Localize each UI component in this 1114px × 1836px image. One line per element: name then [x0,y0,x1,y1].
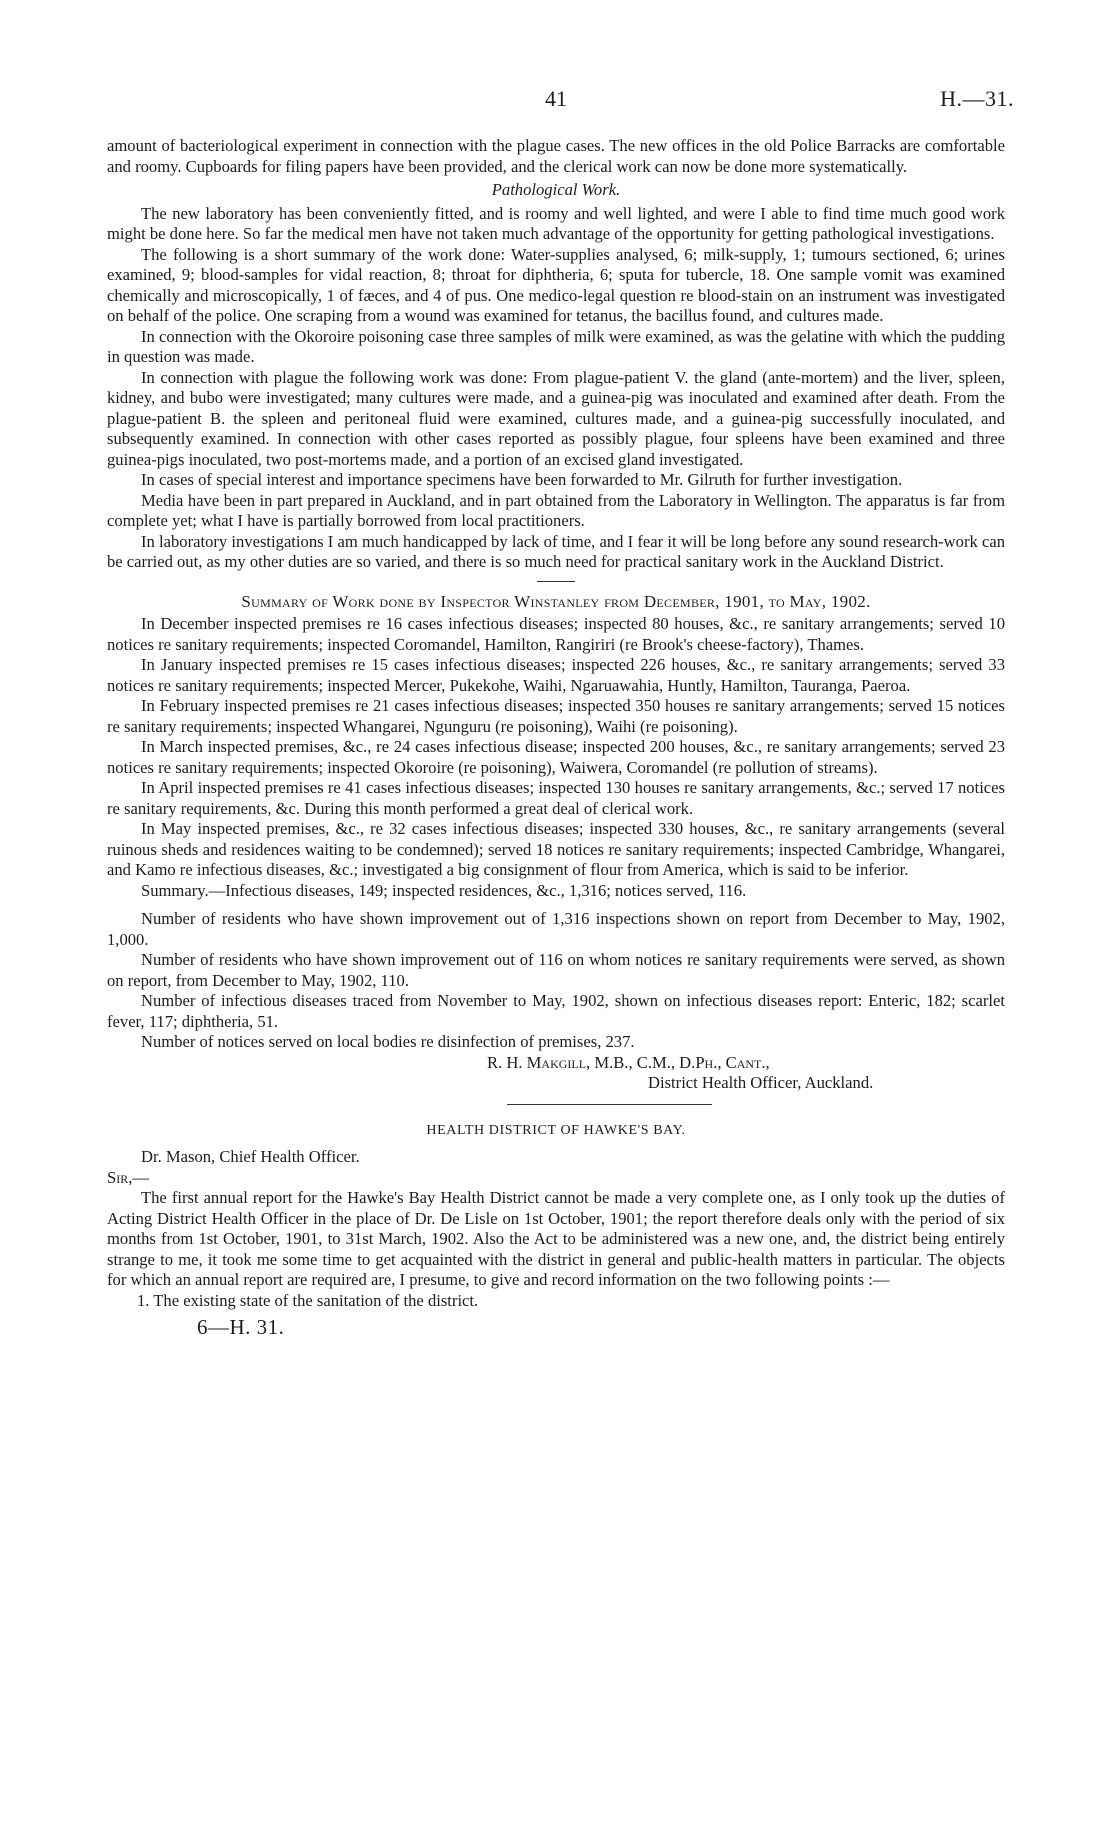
number-paragraph: Number of residents who have shown improvement out of 1,316 inspections shown on report from December to May, 1902, 1,000. [107,909,1005,949]
summary-paragraph: In February inspected premises re 21 cases infectious diseases; inspected 350 houses re sanitary arrangements; served 15 notices re sanitary requirements; inspected Whangarei, Ngunguru (re poisoning), Waihi (re poisoning). [107,696,1005,736]
pathological-paragraph: In laboratory investigations I am much handicapped by lack of time, and I fear it will be long before any sound research-work can be carried out, as my other duties are so varied, and there is so much need for practical sanitary work in the Auckland District. [107,531,1005,571]
summary-paragraph: In March inspected premises, &c., re 24 cases infectious disease; inspected 200 houses, &c., re sanitary arrangements; served 23 notices re sanitary requirements; inspected Okoroire (re poisoning), Waiwera, Coromandel (re pollution of streams). [107,737,1005,777]
number-paragraph: Number of residents who have shown improvement out of 116 on whom notices re sanitary requirements were served, as shown on report, from December to May, 1902, 110. [107,950,1005,990]
summary-paragraph: In May inspected premises, &c., re 32 cases infectious diseases; inspected 330 houses, &c., re sanitary arrangements (several ruinous sheds and residences waiting to be condemned); served 18 notices re sanitary requirements; inspected Cambridge, Whangarei, and Kamo re infectious diseases, &c.; investigated a big consignment of flour from America, which is said to be inferior. [107,819,1005,879]
summary-paragraph: In December inspected premises re 16 cases infectious diseases; inspected 80 houses, &c., re sanitary arrangements; served 10 notices re sanitary requirements; inspected Coromandel, Hamilton, Rangiriri (re Brook's cheese-factory), Thames. [107,614,1005,654]
section-divider [507,1104,712,1105]
page-header [0,86,1114,116]
pathological-paragraph: The new laboratory has been conveniently fitted, and is roomy and well lighted, and were I able to find time much good work might be done here. So far the medical men have not taken much advantage of the opportunity for getting pathological investigations. [107,203,1005,243]
hawkes-bay-heading: HEALTH DISTRICT OF HAWKE'S BAY. [426,1122,686,1138]
document-body [107,136,1005,1338]
page-number: 41 [545,86,567,111]
signature-title: District Health Officer, Auckland. [648,1073,874,1092]
footer-signature-code: 6—H. 31. [197,1315,285,1339]
pathological-paragraph: The following is a short summary of the work done: Water-supplies analysed, 6; milk-supply, 1; tumours sectioned, 6; urines examined, 9; blood-samples for vidal reaction, 8; throat for diphtheria, 6; sputa for tubercle, 18. One sample vomit was examined chemically and microscopically, 1 of fæces, and 4 of pus. One medico-legal question re blood-stain on an instrument was investigated on behalf of the police. One scraping from a wound was examined for tetanus, the bacillus found, and cultures made. [107,244,1005,325]
pathological-paragraph: In connection with the Okoroire poisoning case three samples of milk were examined, as was the gelatine with which the pudding in question was made. [107,326,1005,366]
section-divider [537,581,575,582]
number-paragraph: Number of notices served on local bodies re disinfection of premises, 237. [141,1032,635,1051]
document-code: H.—31. [940,86,1014,111]
pathological-paragraph: Media have been in part prepared in Auckland, and in part obtained from the Laboratory in Wellington. The apparatus is far from complete yet; what I have is partially borrowed from local practitioners. [107,490,1005,530]
summary-paragraph: In April inspected premises re 41 cases infectious diseases; inspected 130 houses re sanitary arrangements, &c.; served 17 notices re sanitary requirements, &c. During this month performed a great deal of clerical work. [107,778,1005,818]
addressee: Dr. Mason, Chief Health Officer. [141,1147,360,1166]
intro-paragraph: amount of bacteriological experiment in connection with the plague cases. The new offices in the old Police Barracks are comfortable and roomy. Cupboards for filing papers have been provided, and the clerical work can now be done more systematically. [107,136,1005,176]
pathological-paragraph: In cases of special interest and importance specimens have been forwarded to Mr. Gilruth for further investigation. [141,470,903,489]
number-paragraph: Number of infectious diseases traced from November to May, 1902, shown on infectious diseases report: Enteric, 182; scarlet fever, 117; diphtheria, 51. [107,991,1005,1031]
numbered-point: 1. The existing state of the sanitation of the district. [137,1290,479,1310]
pathological-work-heading: Pathological Work. [491,180,621,199]
signature-name: R. H. Makgill, M.B., C.M., D.Ph., Cant., [487,1052,770,1072]
summary-paragraph: In January inspected premises re 15 cases infectious diseases; inspected 226 houses, &c., re sanitary arrangements; served 33 notices re sanitary requirements; inspected Mercer, Pukekohe, Waihi, Ngaruawahia, Huntly, Hamilton, Tauranga, Paeroa. [107,655,1005,695]
summary-heading: Summary of Work done by Inspector Winstanley from December, 1901, to May, 1902. [241,591,871,611]
salutation: Sir,— [107,1167,149,1187]
pathological-paragraph: In connection with plague the following work was done: From plague-patient V. the gland (ante-mortem) and the liver, spleen, kidney, and bubo were investigated; many cultures were made, and a guinea-pig was inoculated and examined after death. From the plague-patient B. the spleen and peritoneal fluid were examined, cultures made, and a guinea-pig successfully inoculated, and subsequently examined. In connection with other cases reported as possibly plague, four spleens have been examined and three guinea-pigs inoculated, two post-mortems made, and a portion of an excised gland investigated. [107,367,1005,469]
summary-total: Summary.—Infectious diseases, 149; inspected residences, &c., 1,316; notices served, 116. [141,880,747,900]
hawkes-bay-paragraph: The first annual report for the Hawke's Bay Health District cannot be made a very complete one, as I only took up the duties of Acting District Health Officer in the place of Dr. De Lisle on 1st October, 1901; the report therefore deals only with the period of six months from 1st October, 1901, to 31st March, 1902. Also the Act to be administered was a new one, and, the district being entirely strange to me, it took me some time to get acquainted with the district in general and public-health matters in particular. The objects for which an annual report are required are, I presume, to give and record information on the two following points :— [107,1188,1005,1289]
